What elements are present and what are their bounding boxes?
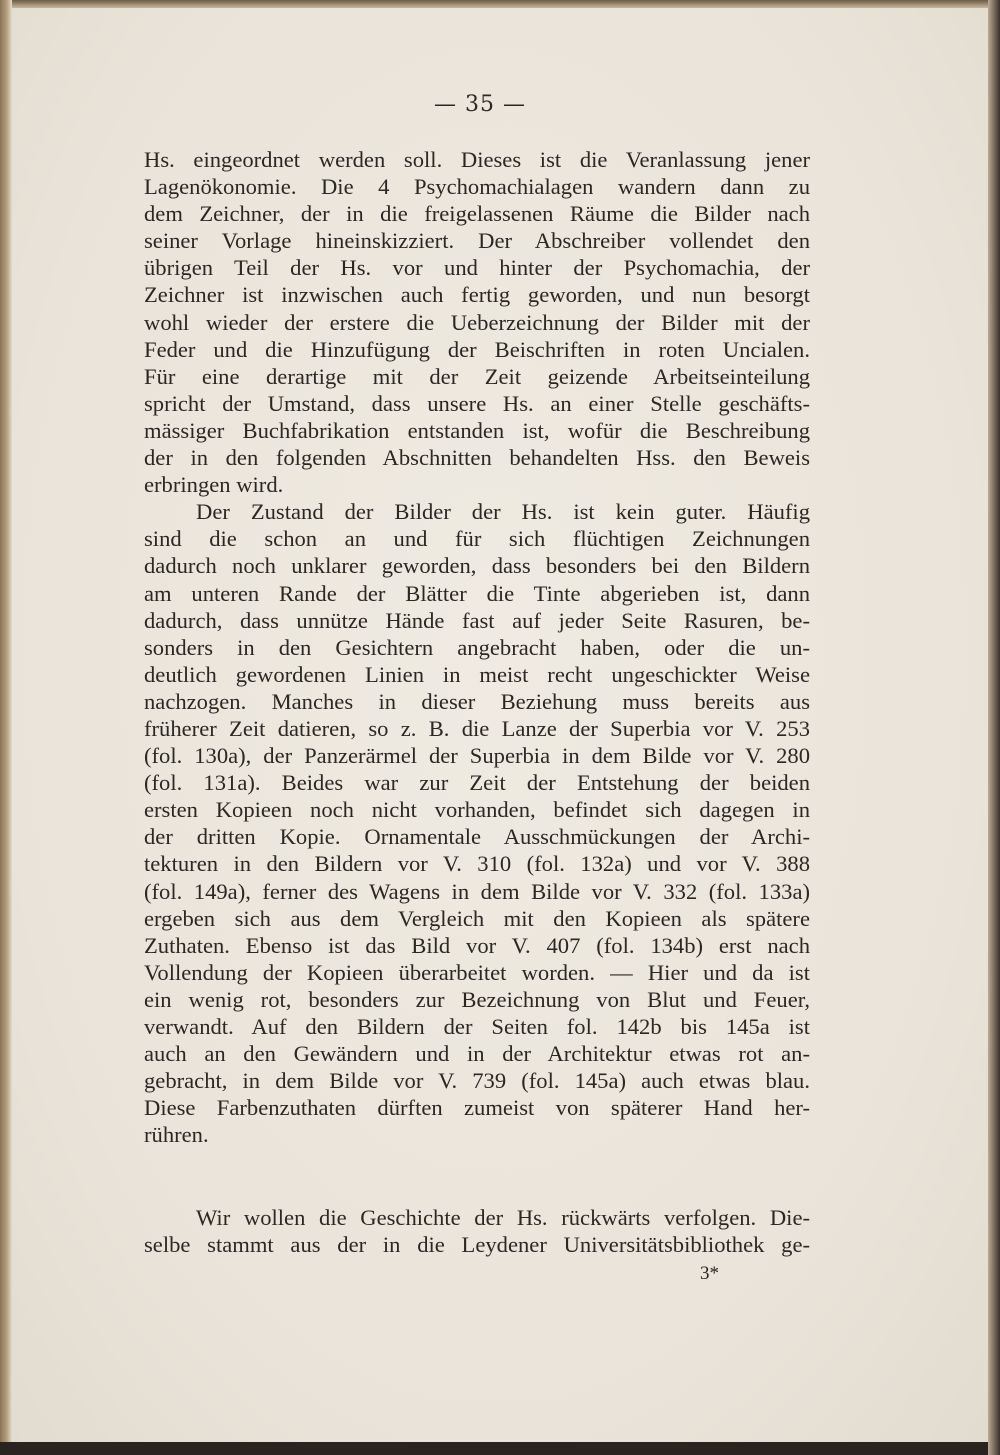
paragraph-1 (144, 146, 810, 1148)
text-line: rühren. (144, 1122, 209, 1148)
text-line: mässiger Buchfabrikation entstanden ist, wofür die Beschreibung (144, 417, 810, 443)
text-line: Hs. eingeordnet werden soll. Dieses ist die Veranlassung jener (144, 147, 810, 172)
text-line: tekturen in den Bildern vor V. 310 (fol. 132a) und vor V. 388 (144, 851, 810, 877)
text-line: (fol. 149a), ferner des Wagens in dem Bilde vor V. 332 (fol. 133a) (144, 878, 810, 904)
text-line: Zeichner ist inzwischen auch fertig geworden, und nun besorgt (144, 282, 810, 308)
text-line: Diese Farbenzuthaten dürften zumeist von späterer Hand her- (144, 1095, 810, 1121)
text-line: verwandt. Auf den Bildern der Seiten fol. 142b bis 145a ist (144, 1014, 810, 1039)
text-line: Zuthaten. Ebenso ist das Bild vor V. 407 (fol. 134b) erst nach (144, 932, 810, 958)
text-line: selbe stammt aus der in die Leydener Universitätsbibliothek ge- (144, 1232, 810, 1258)
text-line: gebracht, in dem Bilde vor V. 739 (fol. 145a) auch etwas blau. (144, 1068, 810, 1094)
page-top-edge (0, 0, 988, 8)
text-line: der in den folgenden Abschnitten behandelten Hss. den Beweis (144, 445, 810, 471)
text-line: nachzogen. Manches in dieser Beziehung muss bereits aus (144, 688, 810, 714)
text-line: erbringen wird. (144, 472, 284, 498)
signature-mark: 3* (700, 1263, 719, 1284)
page-right-edge (988, 0, 1000, 1455)
text-line: Wir wollen die Geschichte der Hs. rückwärts verfolgen. Die- (196, 1205, 810, 1230)
text-line: übrigen Teil der Hs. vor und hinter der Psychomachia, der (144, 255, 810, 281)
text-line: früherer Zeit datieren, so z. B. die Lanze der Superbia vor V. 253 (144, 715, 810, 741)
text-line: seiner Vorlage hineinskizziert. Der Abschreiber vollendet den (144, 228, 810, 254)
text-line: dem Zeichner, der in die freigelassenen Räume die Bilder nach (144, 201, 810, 227)
text-line: ersten Kopieen noch nicht vorhanden, befindet sich dagegen in (144, 797, 810, 823)
text-line: ergeben sich aus dem Vergleich mit den Kopieen als spätere (144, 905, 810, 931)
text-line: Für eine derartige mit der Zeit geizende Arbeitseinteilung (144, 363, 810, 389)
text-line: (fol. 130a), der Panzerärmel der Superbia in dem Bilde vor V. 280 (144, 743, 810, 769)
text-line: dadurch, dass unnütze Hände fast auf jeder Seite Rasuren, be- (144, 607, 810, 633)
text-line: sind die schon an und für sich flüchtigen Zeichnungen (144, 526, 810, 552)
text-line: sonders in den Gesichtern angebracht haben, oder die un- (144, 634, 810, 660)
text-line: (fol. 131a). Beides war zur Zeit der Entstehung der beiden (144, 770, 810, 796)
text-line: Vollendung der Kopieen überarbeitet worden. — Hier und da ist (144, 959, 810, 985)
text-line: spricht der Umstand, dass unsere Hs. an einer Stelle geschäfts- (144, 390, 810, 416)
binding-edge (0, 0, 12, 1442)
text-line: deutlich gewordenen Linien in meist recht ungeschickter Weise (144, 661, 810, 687)
text-line: am unteren Rande der Blätter die Tinte abgerieben ist, dann (144, 580, 810, 606)
text-line: Lagenökonomie. Die 4 Psychomachialagen wandern dann zu (144, 174, 810, 200)
text-line: ein wenig rot, besonders zur Bezeichnung von Blut und Feuer, (144, 986, 810, 1012)
page-number-header: — 35 — (434, 92, 526, 117)
text-line: Der Zustand der Bilder der Hs. ist kein guter. Häufig (196, 499, 810, 525)
text-line: Feder und die Hinzufügung der Beischriften in roten Uncialen. (144, 336, 810, 362)
paragraph-3 (144, 1204, 810, 1258)
text-line: dadurch noch unklarer geworden, dass besonders bei den Bildern (144, 553, 810, 579)
text-line: der dritten Kopie. Ornamentale Ausschmückungen der Archi- (144, 824, 810, 850)
text-line: wohl wieder der erstere die Ueberzeichnung der Bilder mit der (144, 309, 810, 335)
text-line: auch an den Gewändern und in der Architektur etwas rot an- (144, 1041, 810, 1067)
